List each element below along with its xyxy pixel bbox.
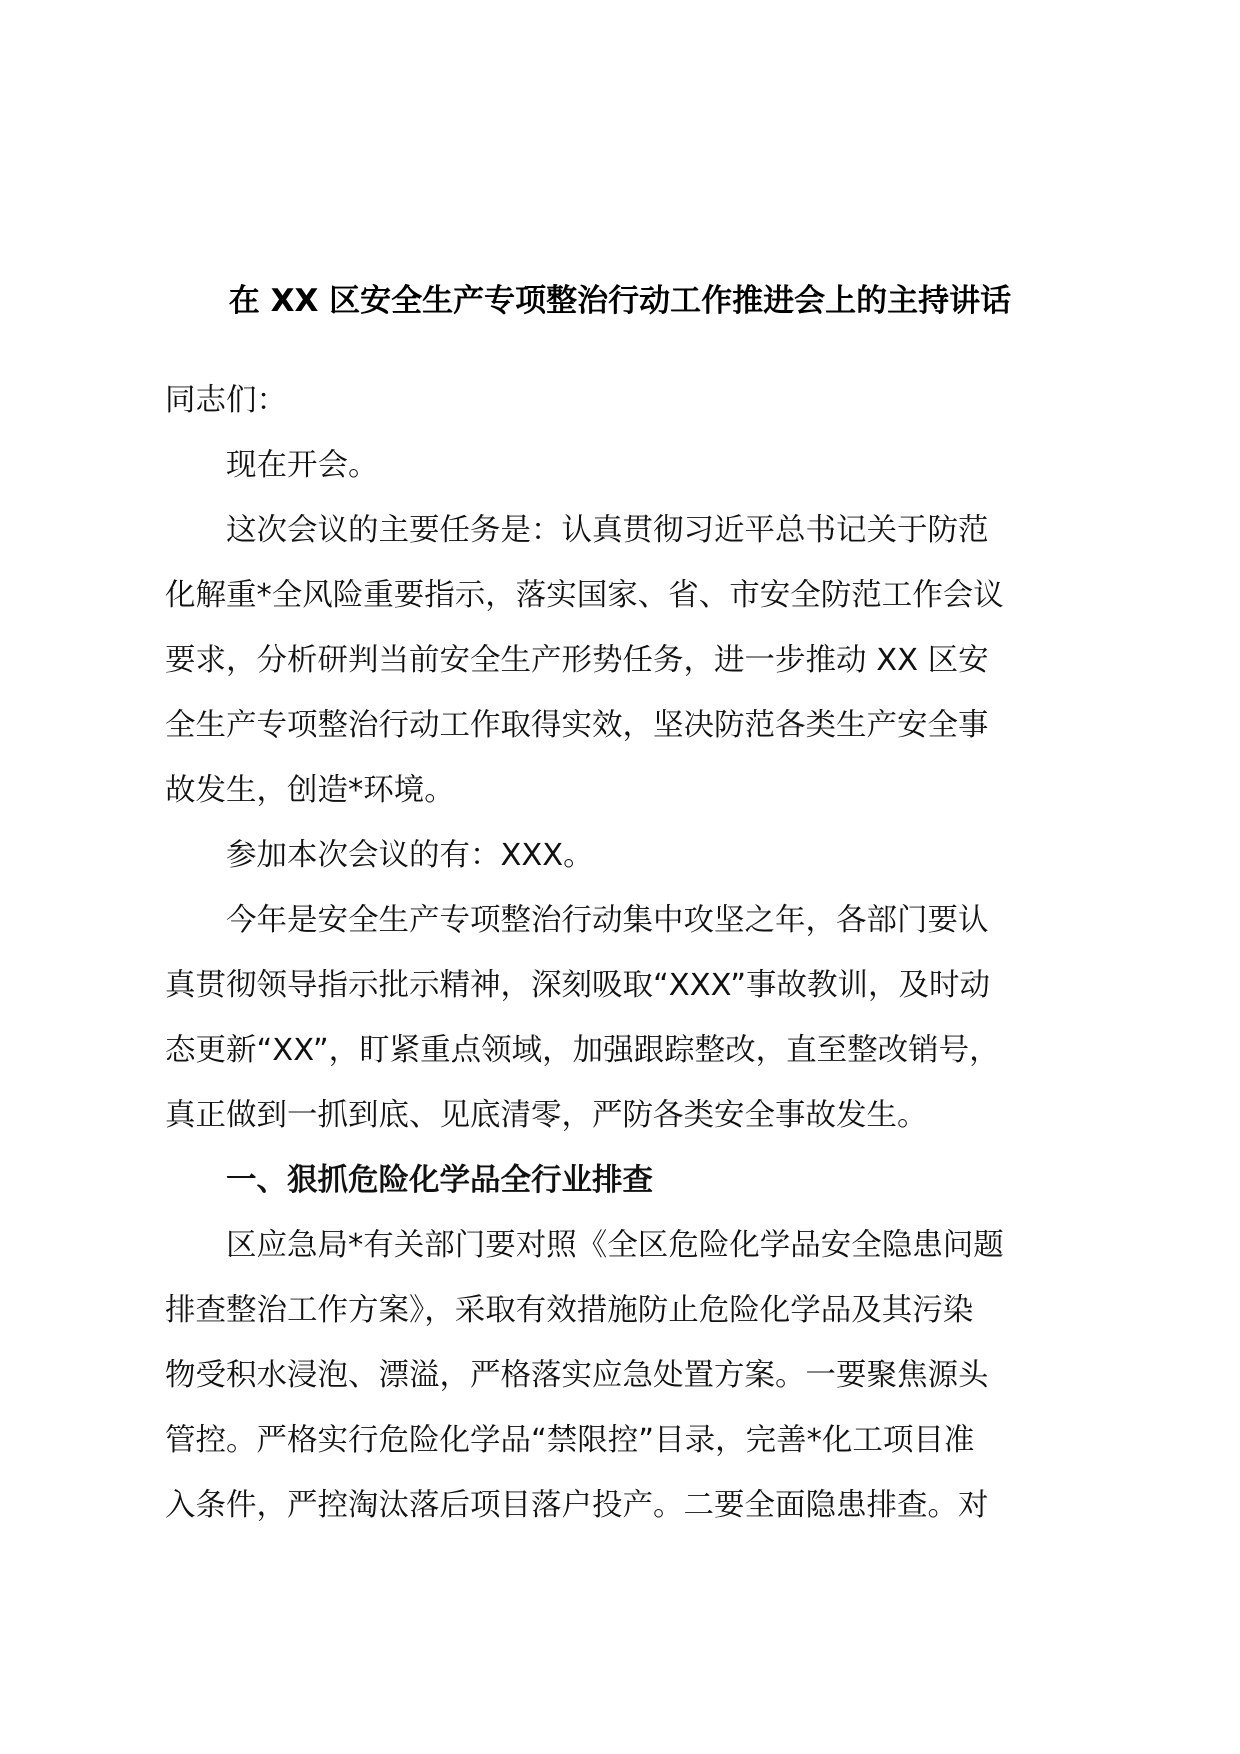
paragraph-line: 态更新“XX”，盯紧重点领域，加强跟踪整改，直至整改销号，: [165, 1033, 1000, 1068]
paragraph-line: 故发生，创造*环境。: [165, 773, 455, 808]
paragraph-line: 真贯彻领导指示批示精神，深刻吸取“XXX”事故教训，及时动: [165, 968, 991, 1003]
salutation: [165, 368, 1097, 433]
section-heading-1: [165, 1148, 1097, 1213]
document-body: [165, 368, 1097, 1538]
document-title: 在 XX 区安全生产专项整治行动工作推进会上的主持讲话: [228, 283, 1012, 319]
paragraph-line: 化解重*全风险重要指示，落实国家、省、市安全防范工作会议: [165, 578, 1004, 613]
paragraph-year-focus: [165, 888, 1097, 1148]
paragraph-line: 全生产专项整治行动工作取得实效，坚决防范各类生产安全事: [165, 708, 989, 743]
paragraph-line: 区应急局*有关部门要对照《全区危险化学品安全隐患问题: [226, 1228, 1004, 1263]
heading-line: 一、狠抓危险化学品全行业排查: [226, 1163, 653, 1198]
paragraph-line: 今年是安全生产专项整治行动集中攻坚之年，各部门要认: [226, 903, 989, 938]
paragraph-line: 排查整治工作方案》，采取有效措施防止危险化学品及其污染: [165, 1293, 974, 1328]
paragraph-line: 参加本次会议的有：XXX。: [226, 838, 594, 873]
paragraph-hazmat: [165, 1213, 1097, 1538]
paragraph-line: 这次会议的主要任务是：认真贯彻习近平总书记关于防范: [226, 513, 989, 548]
paragraph-line: 真正做到一抓到底、见底清零，严防各类安全事故发生。: [165, 1098, 928, 1133]
paragraph-opening: [165, 433, 1097, 498]
paragraph-line: 入条件，严控淘汰落后项目落户投产。二要全面隐患排查。对: [165, 1488, 989, 1523]
paragraph-line: 物受积水浸泡、漂溢，严格落实应急处置方案。一要聚焦源头: [165, 1358, 989, 1393]
paragraph-line: 现在开会。: [226, 448, 379, 483]
paragraph-tasks: [165, 498, 1097, 823]
paragraph-attendees: [165, 823, 1097, 888]
salutation-line: 同志们：: [165, 383, 287, 418]
paragraph-line: 管控。严格实行危险化学品“禁限控”目录，完善*化工项目准: [165, 1423, 975, 1458]
paragraph-line: 要求，分析研判当前安全生产形势任务，进一步推动 XX 区安: [165, 643, 989, 678]
